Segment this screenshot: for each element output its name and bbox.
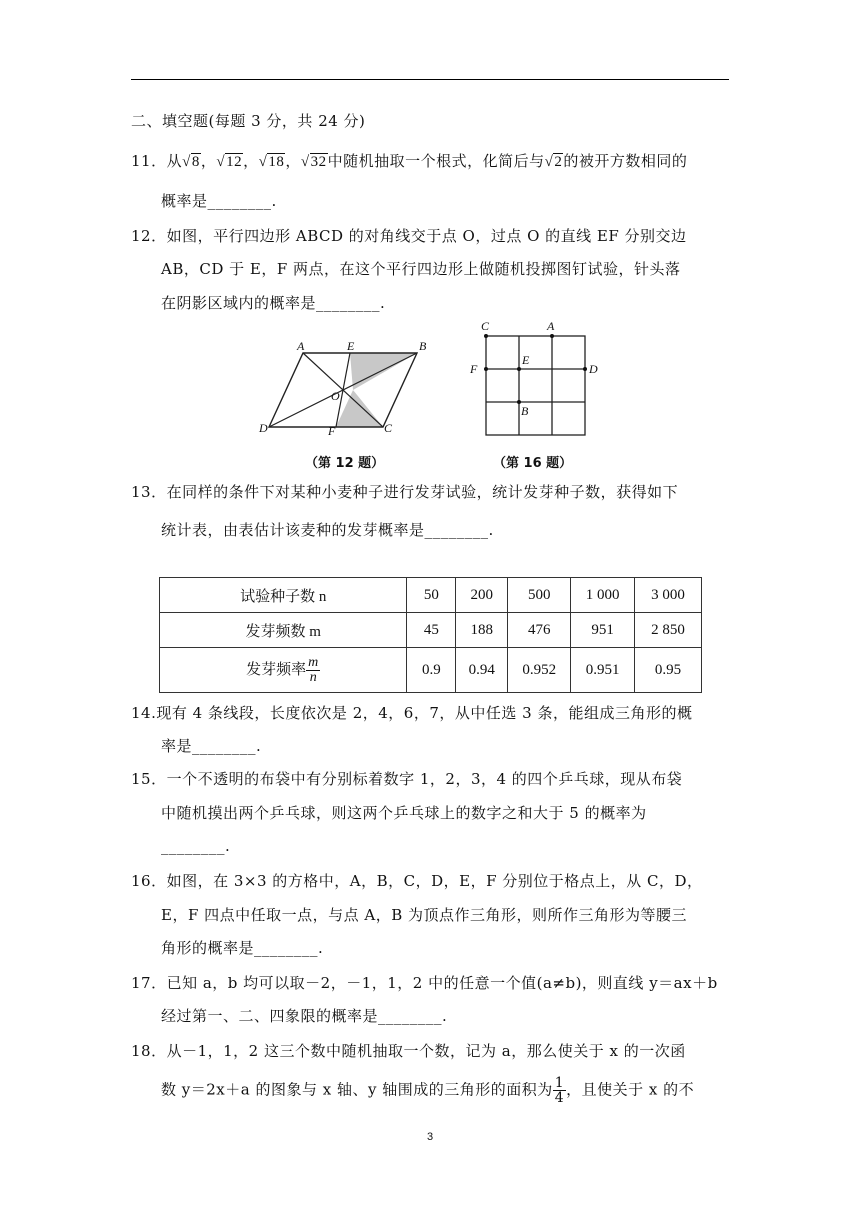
figure-12-caption: （第 12 题） (305, 456, 385, 471)
question-13-line-1: 13．在同样的条件下对某种小麦种子进行发芽试验，统计发芽种子数，获得如下 (131, 483, 679, 501)
q11-mid: 中随机抽取一个根式，化简后与 (327, 152, 545, 170)
question-17-line-1: 17．已知 a，b 均可以取－2，－1，1，2 中的任意一个值(a≠b)，则直线 y＝ax＋b (131, 974, 718, 992)
row-header-seeds: 试验种子数 n (160, 578, 407, 613)
label-e: E (347, 339, 355, 353)
label-b: B (419, 339, 427, 353)
question-14-line-1: 14.现有 4 条线段，长度依次是 2，4，6，7，从中任选 3 条，能组成三角形的概 (131, 704, 693, 722)
table-cell: 0.952 (508, 648, 571, 693)
question-11-line-2: 概率是________. (161, 192, 277, 210)
question-16-line-1: 16．如图，在 3×3 的方格中，A，B，C，D，E，F 分别位于格点上，从 C，D， (131, 872, 703, 890)
label-o: O (331, 389, 340, 403)
table-cell: 500 (508, 578, 571, 613)
question-13-line-2: 统计表，由表估计该麦种的发芽概率是________. (161, 521, 494, 539)
question-12-line-3: 在阴影区域内的概率是________. (161, 294, 386, 312)
q11-post: 的被开方数相同的 (563, 152, 688, 170)
table-cell: 45 (407, 613, 456, 648)
label-d: D (259, 421, 268, 435)
label-e: E (522, 353, 530, 367)
table-row (160, 613, 702, 648)
radical-4: √32 (300, 154, 327, 170)
question-18-line-2: 数 y＝2x＋a 的图象与 x 轴、y 轴围成的三角形的面积为 $\frac{1}{4}$ ，且使关于 x 的不 (161, 1075, 695, 1106)
table-cell: 951 (571, 613, 635, 648)
page-number: 3 (426, 1131, 434, 1143)
question-14-line-2: 率是________. (161, 737, 262, 755)
table-cell: 0.951 (571, 648, 635, 693)
header-rule (131, 79, 729, 80)
point-f (484, 367, 488, 371)
label-a: A (547, 319, 555, 333)
row-header-germinated: 发芽频数 m (160, 613, 407, 648)
radical-1: √8 (182, 154, 200, 170)
question-18-line-1: 18．从－1，1，2 这三个数中随机抽取一个数，记为 a，那么使关于 x 的一次函 (131, 1042, 686, 1060)
germination-table (159, 577, 702, 693)
label-d: D (589, 362, 598, 376)
question-15-line-3: ________. (161, 837, 231, 855)
label-f: F (328, 424, 336, 438)
table-cell: 2 850 (635, 613, 702, 648)
question-15-line-1: 15．一个不透明的布袋中有分别标着数字 1，2，3，4 的四个乒乓球，现从布袋 (131, 770, 683, 788)
fraction-m-over-n: $\frac{m}{n}$ (308, 654, 319, 685)
label-f: F (470, 362, 478, 376)
label-b: B (521, 404, 529, 418)
question-16-line-2: E，F 四点中任取一点，与点 A，B 为顶点作三角形，则所作三角形为等腰三 (161, 906, 688, 924)
question-17-line-2: 经过第一、二、四象限的概率是________. (161, 1007, 448, 1025)
question-12-line-2: AB，CD 于 E，F 两点，在这个平行四边形上做随机投掷图钉试验，针头落 (161, 260, 681, 278)
figure-16-caption: （第 16 题） (493, 456, 573, 471)
fraction-one-quarter: $\frac{1}{4}$ (554, 1075, 565, 1106)
point-a (550, 334, 554, 338)
table-cell: 50 (407, 578, 456, 613)
table-cell: 1 000 (571, 578, 635, 613)
table-cell: 0.95 (635, 648, 702, 693)
table-cell: 200 (456, 578, 508, 613)
label-c: C (384, 421, 393, 435)
row-header-frequency: 发芽频率 $\frac{m}{n}$ (160, 648, 407, 693)
question-15-line-2: 中随机摸出两个乒乓球，则这两个乒乓球上的数字之和大于 5 的概率为 (161, 804, 647, 822)
table-cell: 476 (508, 613, 571, 648)
point-c (484, 334, 488, 338)
point-e (517, 367, 521, 371)
question-11-line-1: 11．从√8，√12，√18，√32中随机抽取一个根式，化简后与√2的被开方数相同的 (131, 152, 688, 170)
figure-12-parallelogram (255, 338, 435, 438)
table-row (160, 578, 702, 613)
section-title: 二、填空题(每题 3 分，共 24 分) (131, 112, 366, 130)
grid-border (486, 336, 585, 435)
point-d (583, 367, 587, 371)
figure-16-grid (466, 316, 606, 440)
question-12-line-1: 12．如图，平行四边形 ABCD 的对角线交于点 O，过点 O 的直线 EF 分别交边 (131, 227, 687, 245)
table-cell: 0.94 (456, 648, 508, 693)
q11-pre: 从 (166, 152, 183, 170)
radical-ref: √2 (544, 154, 563, 170)
table-row (160, 648, 702, 693)
q11-number: 11． (131, 152, 167, 170)
shaded-region-bottom (336, 390, 383, 427)
label-a: A (297, 339, 305, 353)
table-cell: 0.9 (407, 648, 456, 693)
table-cell: 188 (456, 613, 508, 648)
table-cell: 3 000 (635, 578, 702, 613)
radical-2: √12 (216, 154, 243, 170)
radical-3: √18 (258, 154, 285, 170)
label-c: C (481, 319, 490, 333)
question-16-line-3: 角形的概率是________. (161, 939, 324, 957)
